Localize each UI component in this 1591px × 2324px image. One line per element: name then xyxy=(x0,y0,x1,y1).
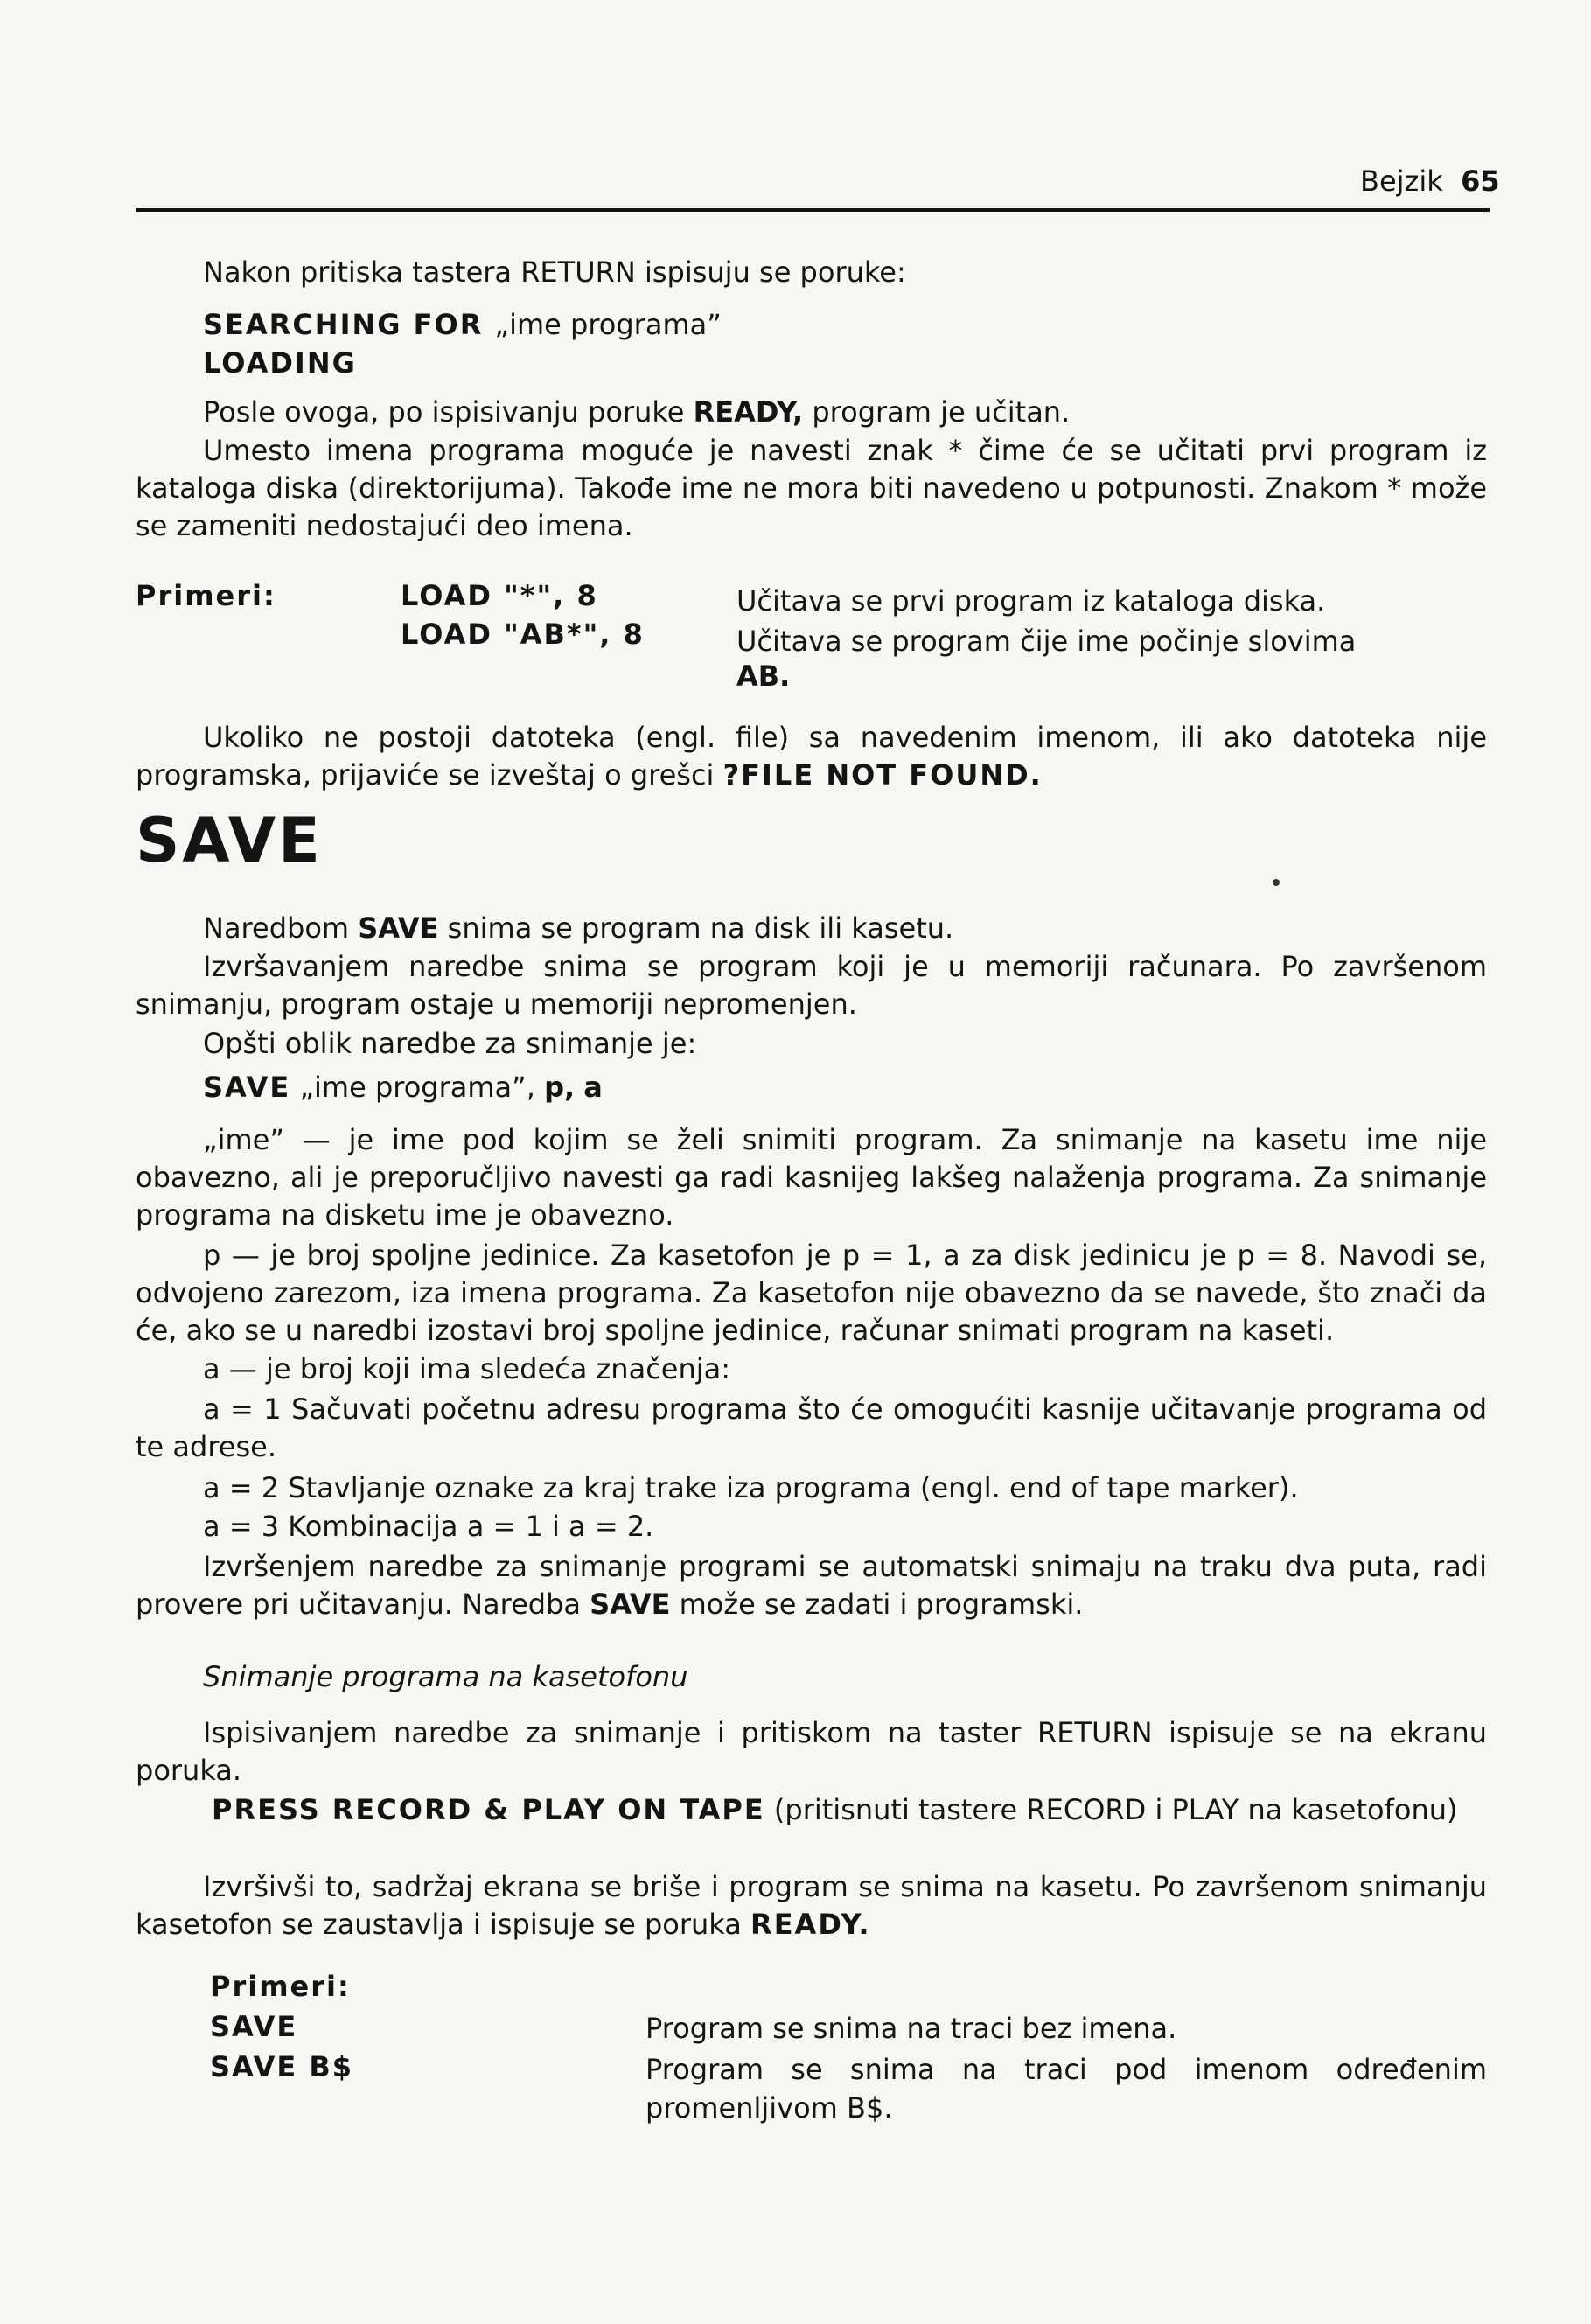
save-para3: Opšti oblik naredbe za snimanje je: xyxy=(203,1027,697,1060)
save-example-desc-2: Program se snima na traci pod imenom određenim promenljivom B$. xyxy=(645,2053,1487,2125)
after-press-text: Izvršivši to, sadržaj ekrana se briše i program se snima na kasetu. Po završenom snimanju kasetofon se zaustavlja i ispisuje se poruka xyxy=(136,1870,1487,1941)
exec-text-b: SAVE xyxy=(590,1588,671,1621)
after-press-ready: READY. xyxy=(750,1908,871,1941)
load-example-desc-2: Učitava se program čije ime počinje slovima xyxy=(736,625,1357,658)
subheading: Snimanje programa na kasetofonu xyxy=(203,1660,688,1693)
loading-message: LOADING xyxy=(203,346,357,380)
load-intro: Nakon pritiska tastera RETURN ispisuju se poruke: xyxy=(203,255,906,289)
a3-line: a = 3 Kombinacija a = 1 i a = 2. xyxy=(203,1510,654,1543)
load-examples-label: Primeri: xyxy=(136,579,276,612)
syntax-p: p, xyxy=(544,1071,576,1104)
after-press-paragraph xyxy=(136,1868,1487,1944)
load-example-desc-2b: AB. xyxy=(736,660,791,693)
tape-paragraph: Ispisivanjem naredbe za snimanje i pritiskom na taster RETURN ispisuje se na ekranu poruka. xyxy=(136,1716,1487,1787)
print-speck xyxy=(1273,879,1280,886)
exec-text-c: može se zadati i programski. xyxy=(679,1588,1084,1621)
a1-paragraph: a = 1 Sačuvati početnu adresu programa što će omogućiti kasnije učitavanje programa od te adrese. xyxy=(136,1392,1487,1463)
exec-text-a: Izvršenjem naredbe za snimanje programi se automatski snimaju na traku dva puta, radi provere pri učitavanju. Naredba xyxy=(136,1550,1487,1621)
load-example-cmd-1: LOAD "*", 8 xyxy=(401,579,598,612)
error-text: Ukoliko ne postoji datoteka (engl. file) sa navedenim imenom, ili ako datoteka nije programska, prijaviće se izveštaj o grešci xyxy=(136,721,1487,792)
msg-searching: SEARCHING FOR xyxy=(203,308,484,341)
p-paragraph: p — je broj spoljne jedinice. Za kasetofon je p = 1, a za disk jedinicu je p = 8. Navodi se, odvojeno zarezom, iza imena programa. Za kasetofon nije obavezno da se navede, što znači da će, ako se u naredbi izostavi broj spoljne jedinice, računar snimati program na kaseti. xyxy=(136,1239,1487,1347)
save-line1-a: Naredbom xyxy=(203,911,350,945)
save-example-desc-1: Program se snima na traci bez imena. xyxy=(645,2012,1177,2045)
ready-word: READY, xyxy=(693,395,804,429)
a-line: a — je broj koji ima sledeća značenja: xyxy=(203,1352,731,1385)
save-examples-label: Primeri: xyxy=(210,1970,351,2003)
load-example-desc-1: Učitava se prvi program iz kataloga diska. xyxy=(736,584,1326,618)
save-example-cmd-2: SAVE B$ xyxy=(210,2050,354,2083)
after-line xyxy=(203,394,1070,430)
header-rule xyxy=(136,208,1490,212)
press-paragraph xyxy=(136,1791,1487,1829)
save-line1 xyxy=(203,910,953,946)
running-header xyxy=(1360,163,1500,199)
searching-message xyxy=(203,306,722,343)
load-example-cmd-2: LOAD "AB*", 8 xyxy=(401,618,645,651)
save-line1-b: SAVE xyxy=(358,911,439,945)
ime-paragraph: „ime” — je ime pod kojim se želi snimiti program. Za snimanje na kasetu ime nije obavezno, ali je preporučljivo navesti ga radi kasnijeg lakšeg nalaženja programa. Za snimanje programa na disketu ime je obavezno. xyxy=(136,1123,1487,1232)
press-note: (pritisnuti tastere RECORD i PLAY na kasetofonu) xyxy=(773,1793,1458,1826)
load-paragraph: Umesto imena programa moguće je navesti znak * čime će se učitati prvi program iz kataloga diska (direktorijuma). Takođe ime ne mora biti navedeno u potpunosti. Znakom * može se zameniti nedostajući deo imena. xyxy=(136,434,1487,542)
syntax-a: a xyxy=(583,1071,603,1104)
error-code: ?FILE NOT FOUND. xyxy=(722,758,1043,792)
press-message: PRESS RECORD & PLAY ON TAPE xyxy=(212,1793,765,1826)
after-line-text: Posle ovoga, po ispisivanju poruke xyxy=(203,395,685,429)
section-title-save: SAVE xyxy=(136,805,323,876)
save-syntax xyxy=(203,1069,603,1106)
a2-line: a = 2 Stavljanje oznake za kraj trake iza programa (engl. end of tape marker). xyxy=(203,1471,1299,1504)
after-line-end: program je učitan. xyxy=(812,395,1071,429)
page-number: 65 xyxy=(1461,164,1500,198)
syntax-arg: „ime programa”, xyxy=(299,1071,535,1104)
save-para2: Izvršavanjem naredbe snima se program koji je u memoriji računara. Po završenom snimanju, program ostaje u memoriji nepromenjen. xyxy=(136,950,1487,1021)
error-paragraph xyxy=(136,719,1487,794)
save-line1-c: snima se program na disk ili kasetu. xyxy=(447,911,954,945)
msg-searching-arg: „ime programa” xyxy=(494,308,722,341)
running-title: Bejzik xyxy=(1360,164,1443,198)
syntax-cmd: SAVE xyxy=(203,1071,291,1104)
exec-paragraph xyxy=(136,1548,1487,1623)
save-example-cmd-1: SAVE xyxy=(210,2010,298,2043)
